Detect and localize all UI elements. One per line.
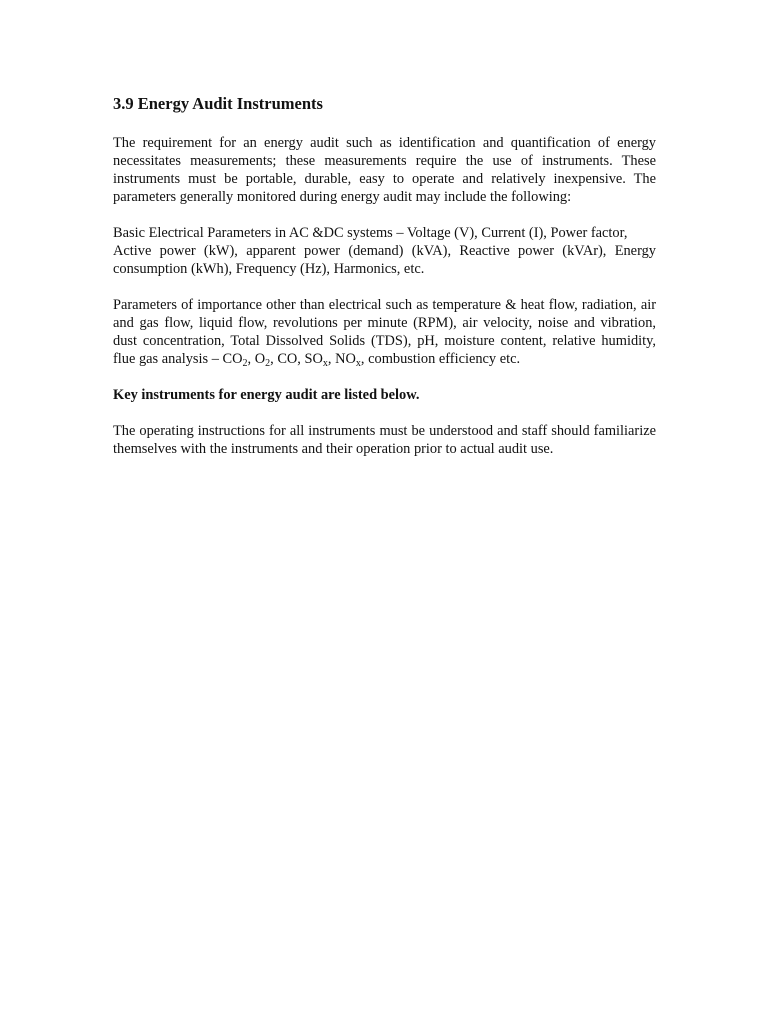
document-body: [113, 93, 656, 458]
electrical-parameters-line-1: Basic Electrical Parameters in AC &DC systems – Voltage (V), Current (I), Power factor,: [113, 225, 628, 241]
section-heading: 3.9 Energy Audit Instruments: [113, 94, 323, 113]
intro-paragraph: The requirement for an energy audit such as identification and quantification of energy necessitates measurements; these measurements require the use of instruments. These instruments must be portable, durable, easy to operate and relatively inexpensive. The parameters generally monitored during energy audit may include the following:: [113, 135, 656, 205]
sox-formula: $SO_x$: [304, 351, 328, 369]
non-electrical-parameters-paragraph: Parameters of importance other than electrical such as temperature & heat flow, radiation, air and gas flow, liquid flow, revolutions per minute (RPM), air velocity, noise and vibration, dust concentration, Total Dissolved Solids (TDS), pH, moisture content, relative humidity, flue gas analysis – $CO_2$, $O_2$, CO, $SO_x$, $NO_x$, combustion efficiency etc.: [113, 297, 656, 369]
key-instruments-statement: Key instruments for energy audit are listed below.: [113, 387, 420, 403]
co2-formula: $CO_2$: [222, 351, 248, 369]
non-electrical-text: Parameters of importance other than electrical such as temperature & heat flow, radiation, air and gas flow, liquid flow, revolutions per minute (RPM), air velocity, noise and vibration, dust concentration, Total Dissolved Solids (TDS), pH, moisture content, relative humidity, flue gas analysis –: [113, 297, 656, 367]
nox-formula: $NO_x$: [335, 351, 361, 369]
operating-instructions-paragraph: The operating instructions for all instruments must be understood and staff should familiarize themselves with the instruments and their operation prior to actual audit use.: [113, 423, 656, 457]
electrical-parameters-line-2: Active power (kW), apparent power (demand) (kVA), Reactive power (kVAr), Energy consumption (kWh), Frequency (Hz), Harmonics, etc.: [113, 243, 656, 277]
o2-formula: $O_2$: [254, 351, 271, 369]
